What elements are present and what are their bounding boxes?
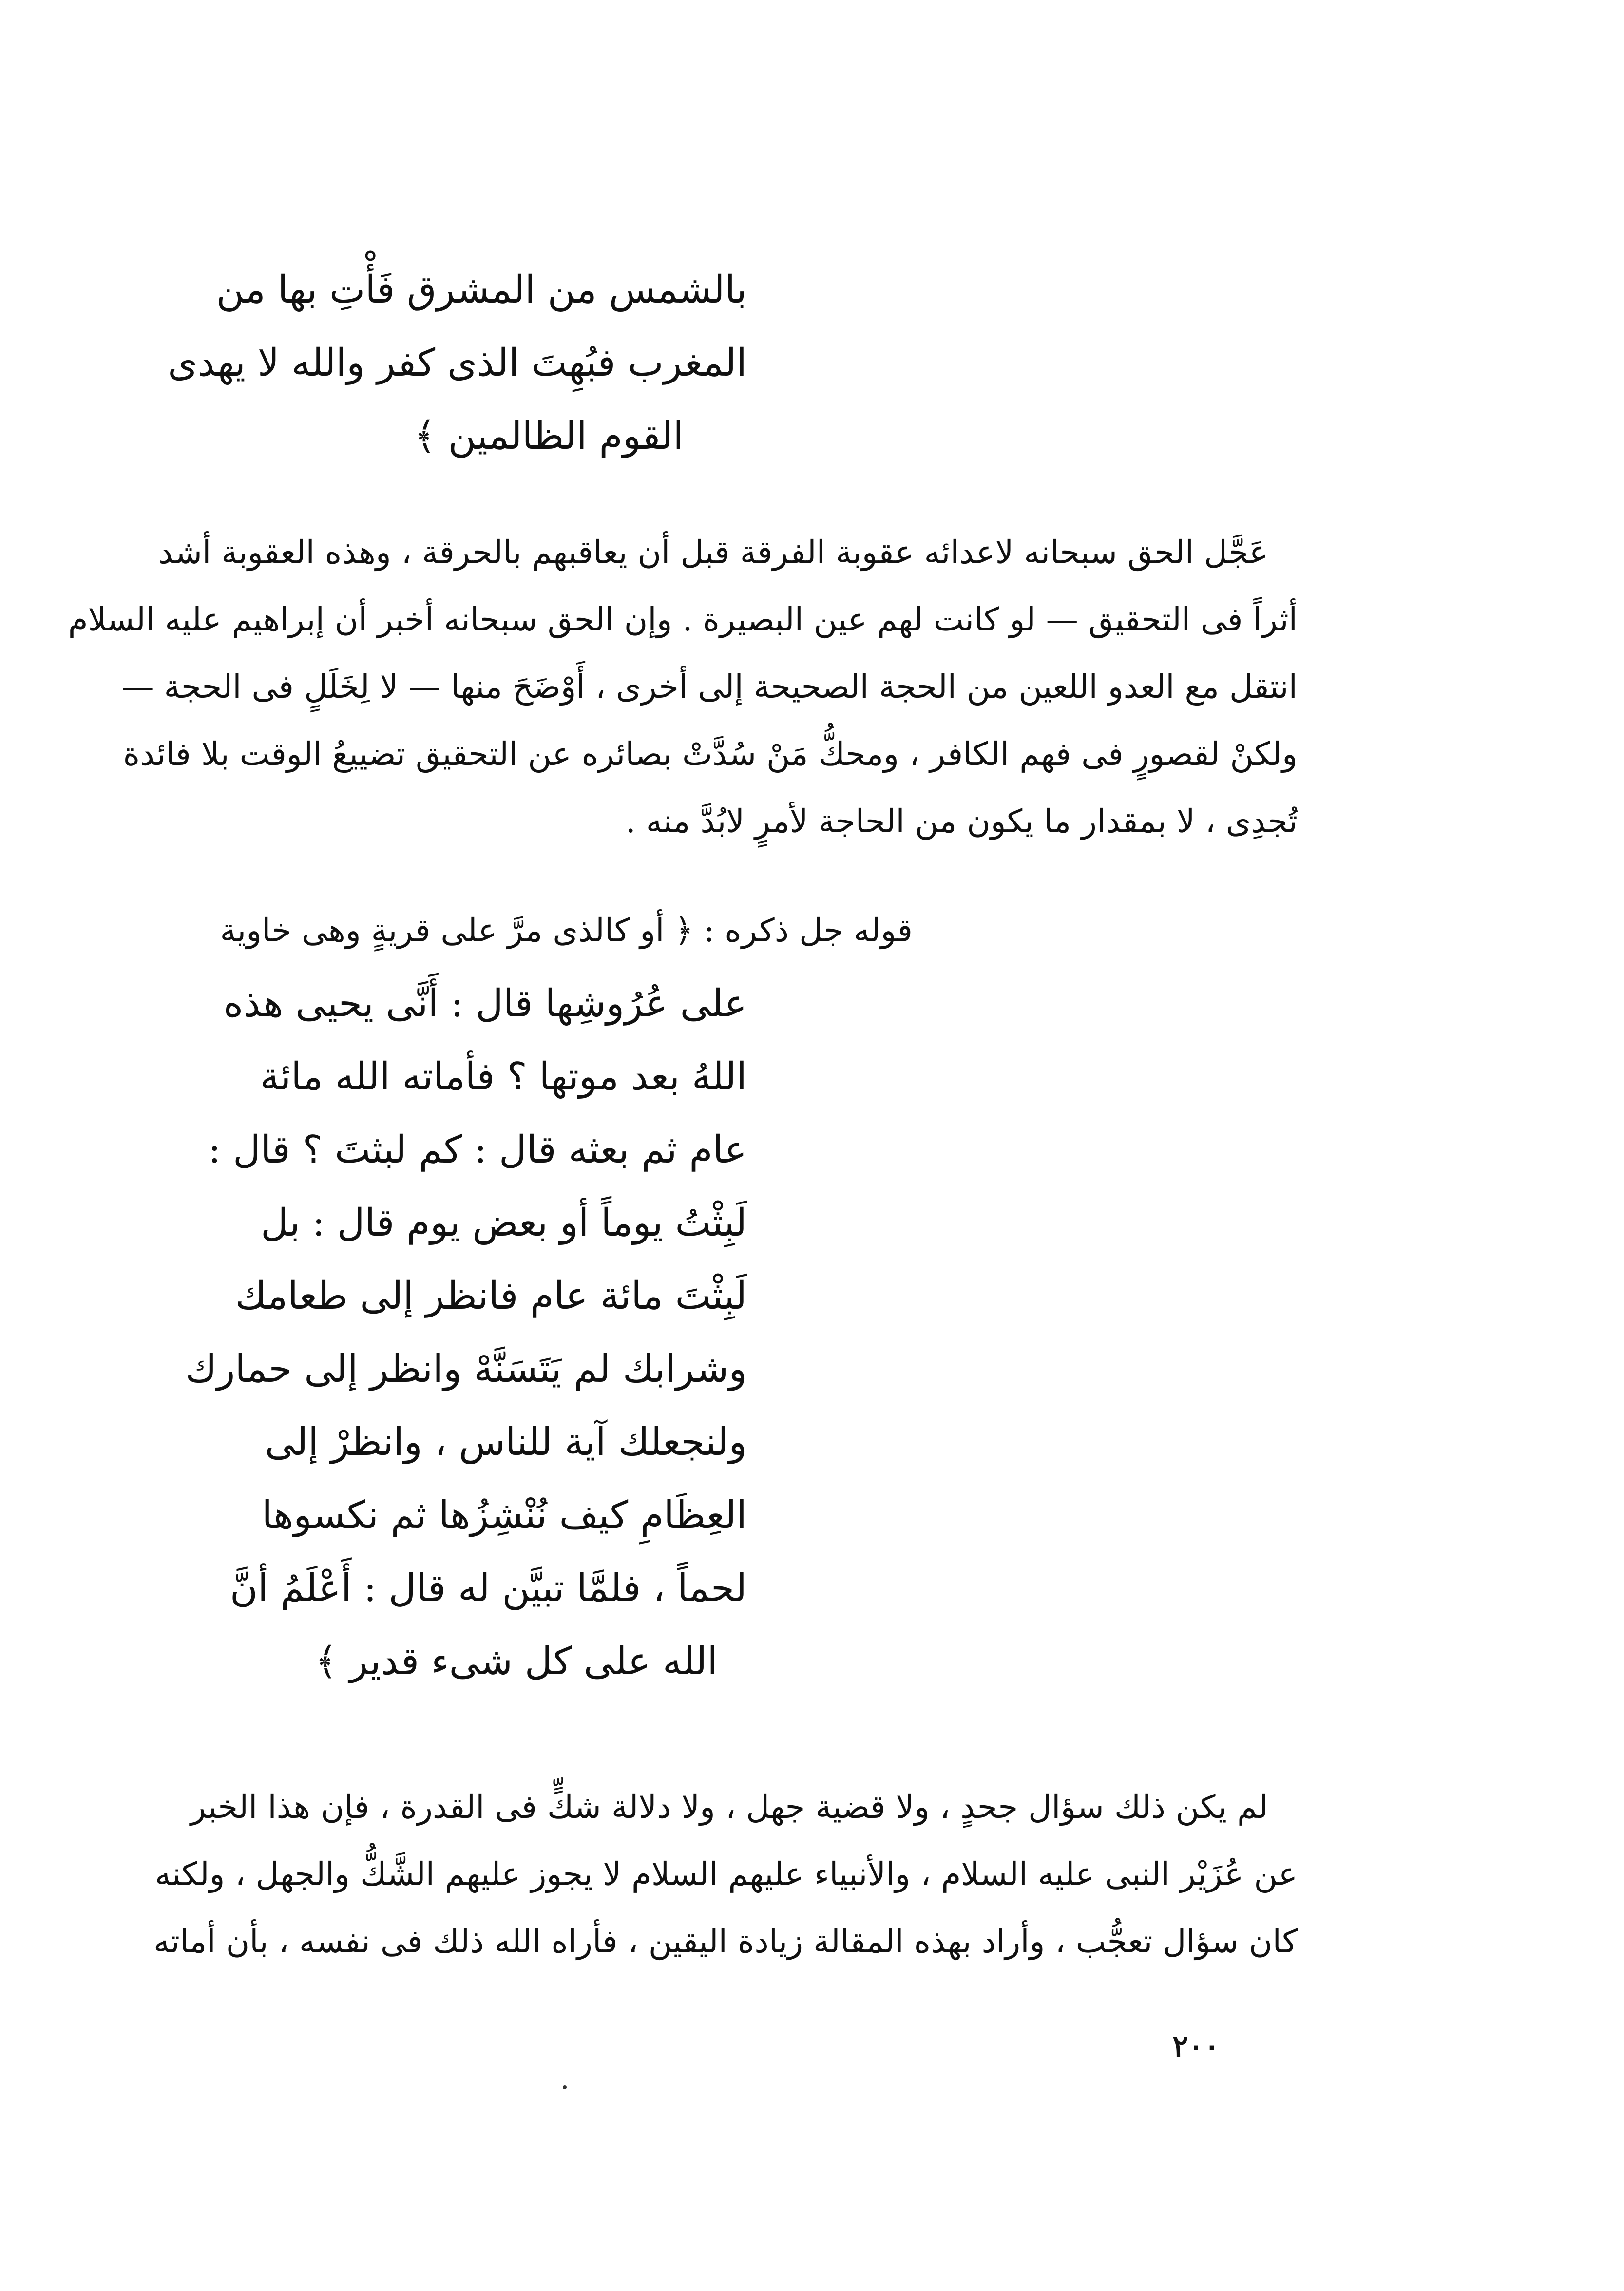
verse-line: لَبِثْتَ مائة عام فانظر إلى طعامك <box>235 1274 747 1318</box>
verse-introduction: قوله جل ذكره : ﴿ أو كالذى مرَّ على قريةٍ وهى خاوية <box>220 912 913 949</box>
verse-line: عام ثم بعثه قال : كم لبثتَ ؟ قال : <box>208 1128 747 1172</box>
verse-line: المغرب فبُهِتَ الذى كفر والله لا يهدى <box>168 341 747 385</box>
verse-line: لَبِثْتُ يوماً أو بعض يوم قال : بل <box>261 1201 747 1245</box>
quran-verse-block-1 <box>168 253 747 473</box>
verse-line: بالشمس من المشرق فَأْتِ بها من <box>216 268 747 312</box>
commentary-paragraph-2 <box>153 1774 1298 1975</box>
paragraph-line: عن عُزَيْر النبى عليه السلام ، والأنبياء عليهم السلام لا يجوز عليهم الشَّكُّ والجهل ، ولكنه <box>154 1855 1298 1893</box>
paragraph-line: لم يكن ذلك سؤال جحدٍ ، ولا قضية جهل ، ولا دلالة شكٍّ فى القدرة ، فإن هذا الخبر <box>190 1788 1268 1826</box>
page-number: ٢٠٠ <box>1172 2029 1220 2063</box>
paragraph-line: تُجدِى ، لا بمقدار ما يكون من الحاجة لأمرٍ لابُدَّ منه . <box>625 802 1298 840</box>
verse-line: العِظَامِ كيف نُنْشِزُها ثم نكسوها <box>262 1493 747 1537</box>
paragraph-line: ولكنْ لقصورٍ فى فهم الكافر ، ومحكُّ مَنْ سُدَّتْ بصائره عن التحقيق تضييعُ الوقت بلا فائدة <box>123 735 1298 773</box>
verse-line: القوم الظالمين ﴾ <box>414 414 684 458</box>
paragraph-line: انتقل مع العدو اللعين من الحجة الصحيحة إلى أخرى ، أَوْضَحَ منها — لا لِخَلَلٍ فى الحجة — <box>121 668 1298 706</box>
verse-line: الله على كل شىء قدير ﴾ <box>315 1640 718 1683</box>
paragraph-line: عَجَّل الحق سبحانه لاعدائه عقوبة الفرقة قبل أن يعاقبهم بالحرقة ، وهذه العقوبة أشد <box>158 534 1268 571</box>
paragraph-line: كان سؤال تعجُّب ، وأراد بهذه المقالة زيادة اليقين ، فأراه الله ذلك فى نفسه ، بأن أماته <box>153 1923 1298 1960</box>
print-mark <box>563 2085 567 2089</box>
paragraph-line: أثراً فى التحقيق — لو كانت لهم عين البصيرة . وإن الحق سبحانه أخبر أن إبراهيم عليه السلام <box>68 601 1298 638</box>
verse-line: اللهُ بعد موتها ؟ فأماته الله مائة <box>260 1055 747 1099</box>
verse-line: وشرابك لم يَتَسَنَّهْ وانظر إلى حمارك <box>185 1347 747 1391</box>
commentary-paragraph-1 <box>68 519 1298 855</box>
verse-line: لحماً ، فلمَّا تبيَّن له قال : أَعْلَمُ أنَّ <box>229 1566 747 1610</box>
verse-line: ولنجعلك آية للناس ، وانظرْ إلى <box>265 1420 747 1464</box>
quran-verse-block-2 <box>185 967 747 1698</box>
verse-line: على عُرُوشِها قال : أَنَّى يحيى هذه <box>223 982 747 1026</box>
